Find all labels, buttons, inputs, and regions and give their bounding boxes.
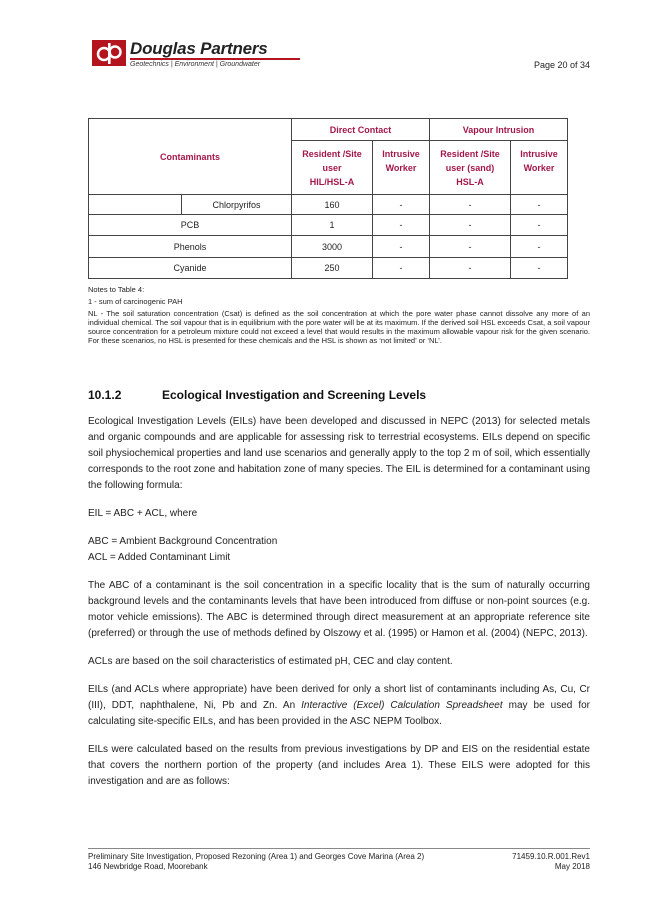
company-tagline: Geotechnics | Environment | Groundwater (130, 60, 261, 68)
note-nl: NL - The soil saturation concentration (Csat) is defined as the soil concentration at which the pore water phase cannot dissolve any more of an individual chemical. The soil vapour that is in equilibrium with the pore water will be at its maximum. If the derived soil HSL exceeds Csat, a soil vapour source concentration for a petroleum mixture could not exceed a level that would results in the maximum allowable vapour risk for the given scenario. For these scenarios, no HSL is presented for these chemicals and the HSL is shown as ‘not limited’ or ‘NL’. (88, 309, 590, 345)
intrusive-worker-header-1: Intrusive Worker (373, 141, 430, 195)
hsl-a-label: HSL-A (456, 176, 484, 187)
paragraph-acl-def: ACL = Added Contaminant Limit (88, 552, 231, 563)
table-row (89, 215, 568, 236)
footer-address: 146 Newbridge Road, Moorebank (88, 862, 208, 871)
body-text (88, 414, 590, 802)
direct-resident-value: 3000 (292, 236, 373, 258)
intrusive-worker-header-2: Intrusive Worker (511, 141, 568, 195)
direct-resident-value: 160 (292, 195, 373, 215)
section-title: Ecological Investigation and Screening Levels (162, 388, 427, 402)
paragraph-abc-def: ABC = Ambient Background Concentration (88, 536, 278, 547)
spreadsheet-name: Interactive (Excel) Calculation Spreadsheet (301, 700, 503, 711)
paragraph-eil-calc: EILs were calculated based on the results from previous investigations by DP and EIS on the residential estate that covers the northern portion of the property (and includes Area 1). These EILS were adopted for this investigation and are as follows: (88, 744, 590, 787)
table-notes (88, 285, 590, 348)
vapour-intrusion-header: Vapour Intrusion (430, 119, 568, 141)
contaminant-table (88, 118, 568, 279)
direct-contact-header: Direct Contact (292, 119, 430, 141)
note-1: 1 - sum of carcinogenic PAH (88, 297, 183, 306)
vapour-resident-value: - (430, 195, 511, 215)
paragraph-acl: ACLs are based on the soil characteristics of estimated pH, CEC and clay content. (88, 656, 453, 667)
direct-resident-value: 250 (292, 258, 373, 279)
resident-site-user-sand-header: Resident /Site user (sand) HSL-A (430, 141, 511, 195)
resident-site-user-header: Resident /Site user HIL/HSL-A (292, 141, 373, 195)
contaminant-name: Chlorpyrifos (182, 195, 292, 215)
notes-title: Notes to Table 4: (88, 285, 145, 294)
company-logo (92, 40, 300, 69)
footer-report-title: Preliminary Site Investigation, Proposed Rezoning (Area 1) and Georges Cove Marina (Area 2) (88, 852, 425, 861)
direct-intrusive-value: - (373, 236, 430, 258)
hil-hsl-a-label: HIL/HSL-A (309, 176, 355, 187)
logo-mark-icon (92, 40, 126, 66)
footer-date: May 2018 (554, 862, 590, 871)
paragraph-abc: The ABC of a contaminant is the soil concentration in a specific locality that is the sum of naturally occurring background levels and the contaminants levels that have been introduced from diffuse or non-point sources (e.g. motor vehicle emissions). The ABC is determined through direct measurement at an appropriate reference site (preferred) or through the use of methods defined by Olszowy et al. (1995) or Hamon et al. (2004) (NEPC, 2013). (88, 580, 590, 639)
paragraph-formula: EIL = ABC + ACL, where (88, 508, 198, 519)
contaminant-name: Cyanide (89, 258, 292, 279)
contaminant-name: PCB (89, 215, 292, 236)
vapour-intrusive-value: - (511, 195, 568, 215)
page-header (92, 40, 590, 70)
section-number: 10.1.2 (88, 388, 122, 402)
paragraph-eil-list: EILs (and ACLs where appropriate) have been derived for only a short list of contaminants including As, Cu, Cr (III), DDT, naphthalene, Ni, Pb and Zn. An Interactive (Excel) Calculation Spreadsheet may be used for calculating site-specific EILs, and has been provided in the ASC NEPM Toolbox. (88, 684, 591, 727)
table-header-row (89, 119, 568, 141)
contaminant-name: Phenols (89, 236, 292, 258)
company-name: Douglas Partners (130, 39, 268, 58)
direct-intrusive-value: - (373, 195, 430, 215)
vapour-intrusive-value: - (511, 236, 568, 258)
vapour-intrusive-value: - (511, 258, 568, 279)
page-number: Page 20 of 34 (533, 60, 590, 70)
section-heading (88, 388, 426, 402)
paragraph-eil-intro: Ecological Investigation Levels (EILs) have been developed and discussed in NEPC (2013) for selected metals and organic compounds and are applicable for assessing risk to terrestrial ecosystems. EILs depend on specific soil physiochemical properties and land use scenarios and generally apply to the top 2 m of soil, which essentially corresponds to the root zone and habitation zone of many species. The EIL is determined for a contaminant using the following formula: (88, 416, 590, 491)
vapour-intrusive-value: - (511, 215, 568, 236)
table-row (89, 236, 568, 258)
row-indent-cell (89, 195, 182, 215)
contaminants-header: Contaminants (89, 119, 292, 195)
vapour-resident-value: - (430, 258, 511, 279)
vapour-resident-value: - (430, 236, 511, 258)
direct-intrusive-value: - (373, 215, 430, 236)
footer-report-number: 71459.10.R.001.Rev1 (512, 852, 590, 861)
table-row (89, 195, 568, 215)
page-footer (88, 848, 590, 872)
direct-resident-value: 1 (292, 215, 373, 236)
direct-intrusive-value: - (373, 258, 430, 279)
table-row (89, 258, 568, 279)
vapour-resident-value: - (430, 215, 511, 236)
